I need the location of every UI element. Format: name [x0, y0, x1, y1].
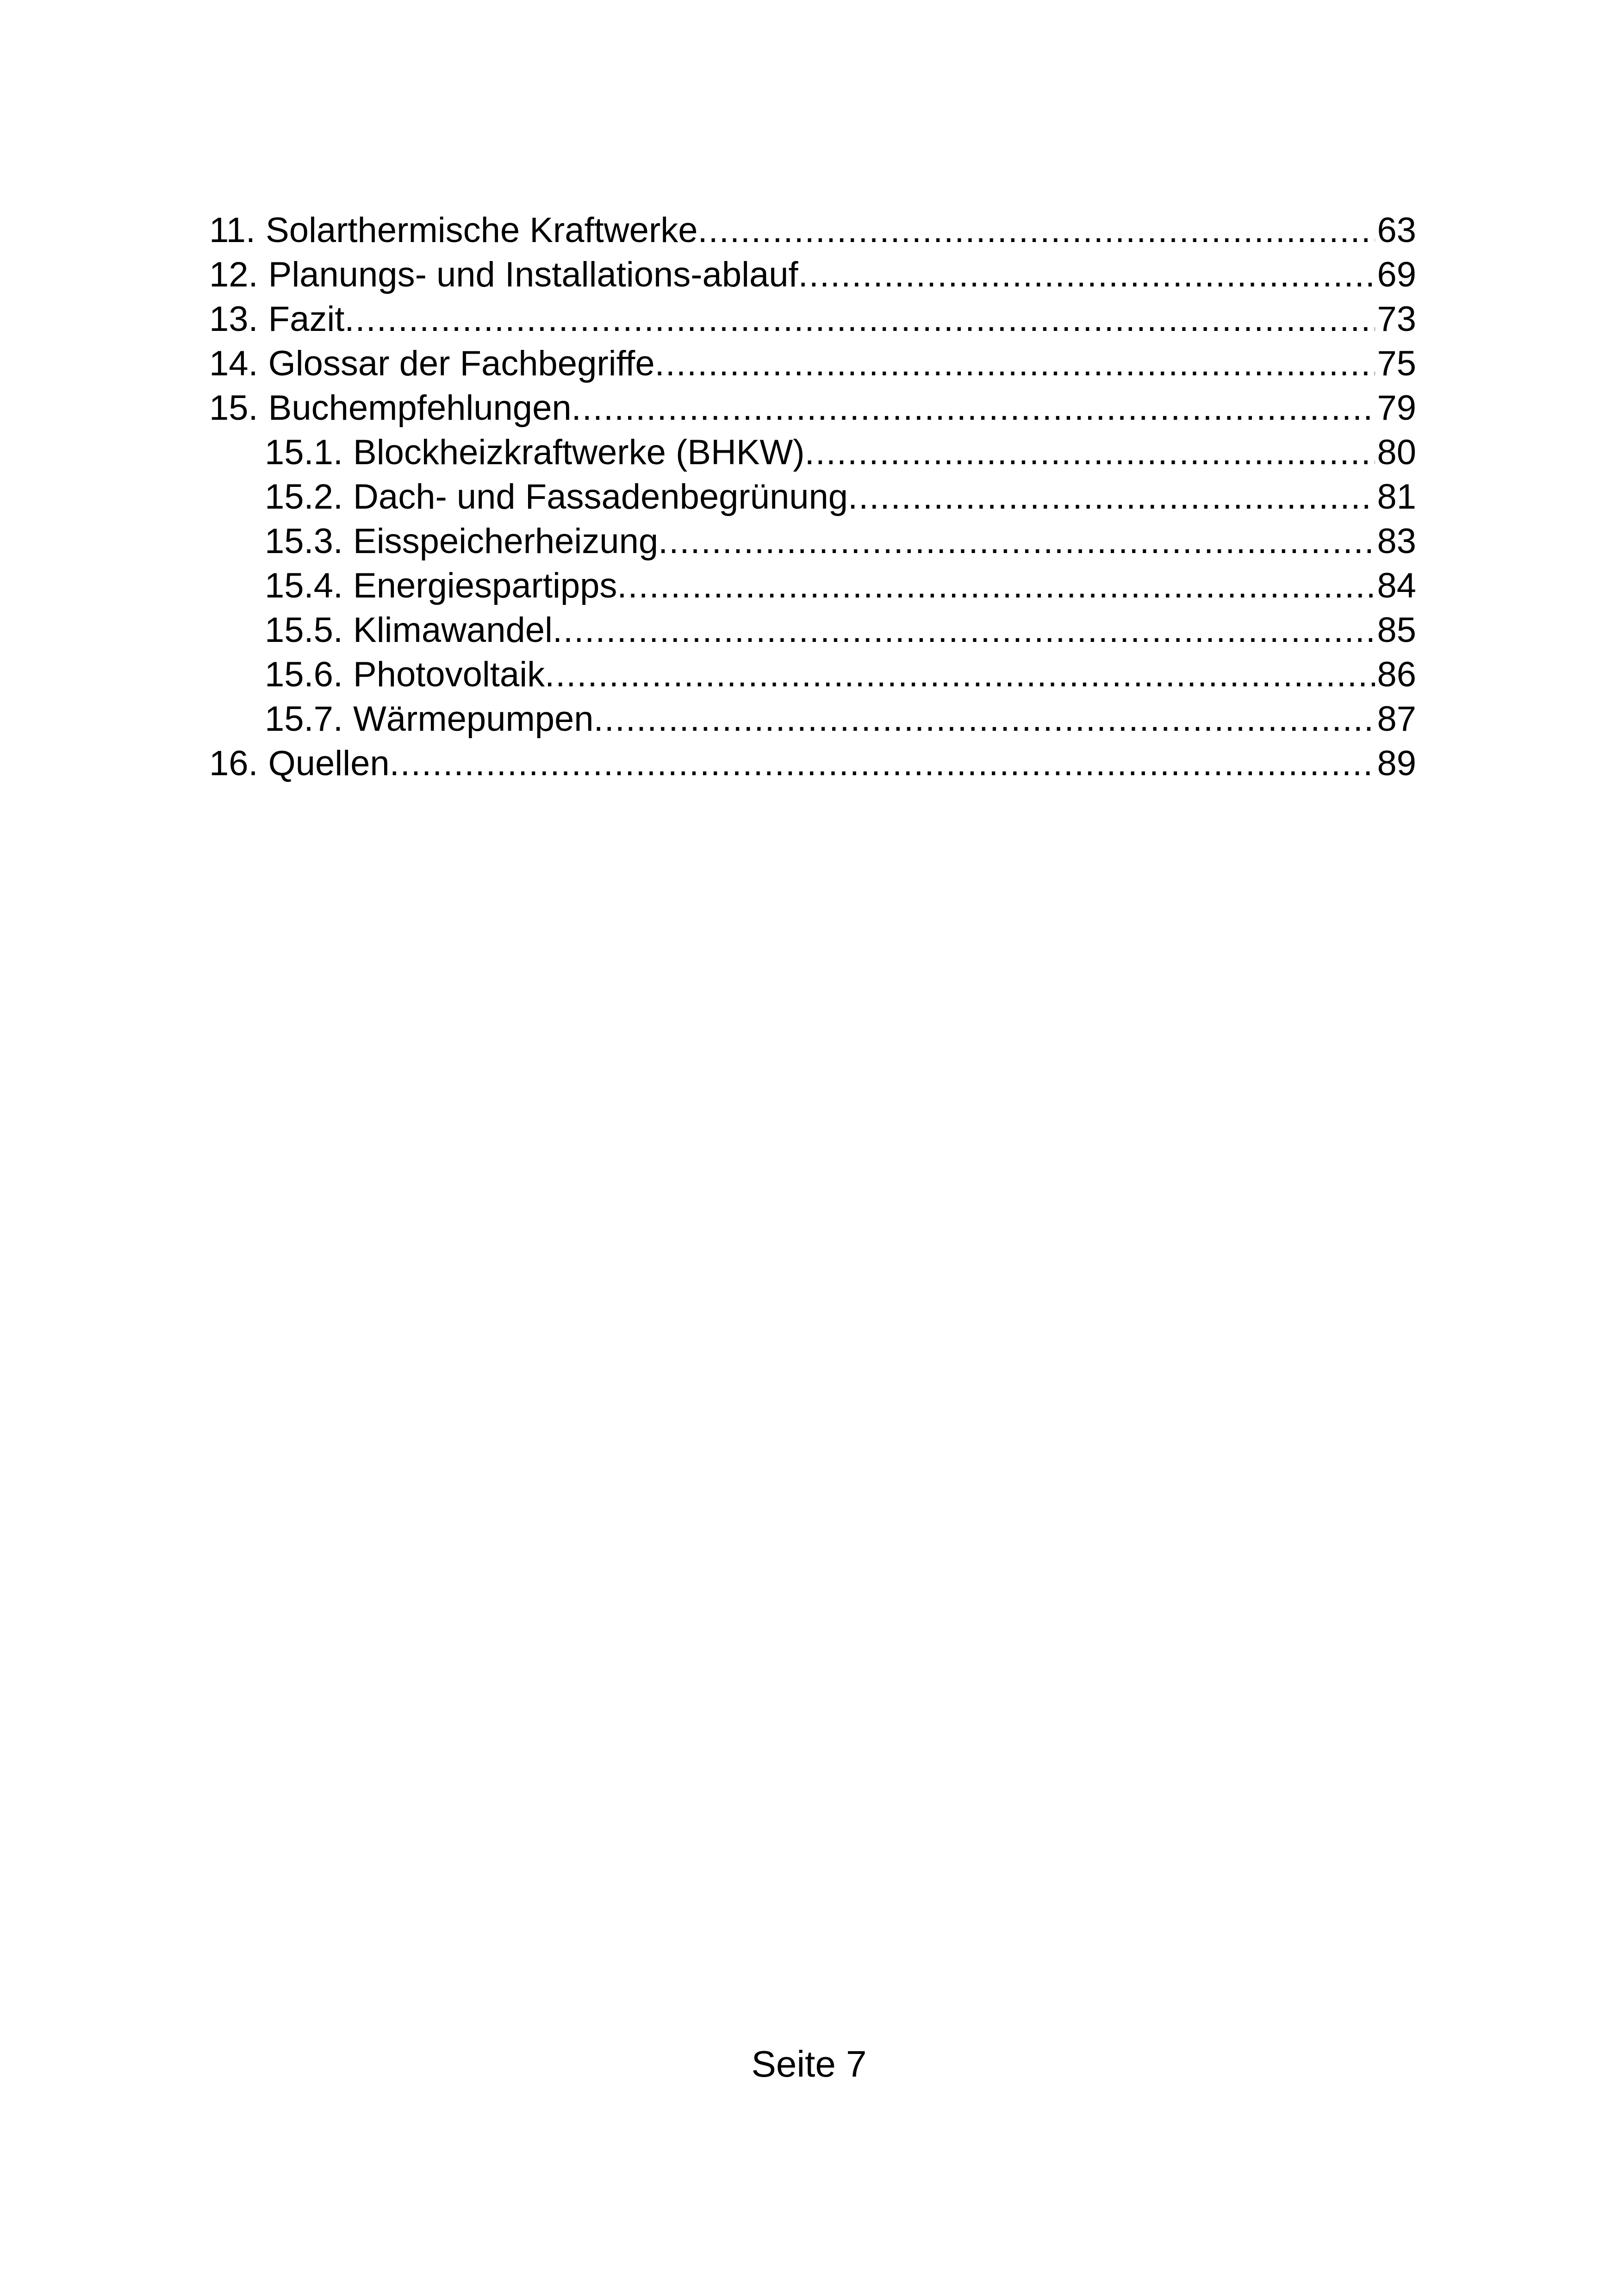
toc-entry-number: 15.1. — [265, 433, 343, 472]
toc-entry-title: Solarthermische Kraftwerke — [266, 211, 698, 250]
toc-entry-title: Eisspeicherheizung — [353, 522, 659, 561]
toc-dot-leader — [553, 608, 1375, 653]
toc-entry-title: Glossar der Fachbegriffe — [268, 344, 655, 383]
toc-entry-number: 13. — [209, 299, 258, 339]
toc-entry-title: Quellen — [268, 744, 390, 783]
toc-entry-number: 15. — [209, 388, 258, 428]
toc-entry-page: 79 — [1377, 388, 1416, 428]
toc-entry-12[interactable] — [209, 253, 1416, 297]
toc-entry-number: 15.2. — [265, 477, 343, 516]
toc-entry-page: 83 — [1377, 522, 1416, 561]
toc-dot-leader — [617, 564, 1375, 608]
toc-dot-leader — [545, 653, 1375, 697]
toc-entry-number: 11. — [209, 211, 256, 250]
toc-entry-15-7[interactable] — [209, 697, 1416, 741]
toc-entry-number: 15.7. — [265, 699, 343, 739]
toc-entry-page: 80 — [1377, 433, 1416, 472]
toc-dot-leader — [697, 208, 1375, 253]
toc-entry-title: Photovoltaik — [353, 655, 545, 694]
toc-entry-title: Planungs- und Installations-ablauf — [268, 255, 798, 294]
toc-entry-number: 16. — [209, 744, 258, 783]
toc-dot-leader — [848, 475, 1375, 519]
toc-dot-leader — [655, 342, 1375, 386]
toc-entry-15-6[interactable] — [209, 653, 1416, 697]
page-number-label: Seite 7 — [751, 2043, 867, 2084]
toc-entry-number: 14. — [209, 344, 258, 383]
toc-dot-leader — [594, 697, 1375, 741]
toc-entry-page: 75 — [1377, 344, 1416, 383]
toc-entry-title: Fazit — [268, 299, 345, 339]
toc-entry-13[interactable] — [209, 297, 1416, 342]
page-footer — [0, 2041, 1618, 2087]
toc-entry-number: 15.4. — [265, 566, 343, 605]
toc-entry-16[interactable] — [209, 741, 1416, 786]
table-of-contents — [209, 208, 1416, 786]
toc-entry-title: Buchempfehlungen — [268, 388, 572, 428]
toc-entry-title: Energiespartipps — [353, 566, 617, 605]
toc-entry-page: 86 — [1377, 655, 1416, 694]
toc-entry-15-1[interactable] — [209, 430, 1416, 475]
toc-entry-15-4[interactable] — [209, 564, 1416, 608]
toc-entry-14[interactable] — [209, 342, 1416, 386]
toc-dot-leader — [658, 519, 1375, 564]
toc-entry-title: Wärmepumpen — [353, 699, 594, 739]
toc-entry-number: 15.6. — [265, 655, 343, 694]
toc-entry-page: 87 — [1377, 699, 1416, 739]
toc-entry-title: Blockheizkraftwerke (BHKW) — [353, 433, 805, 472]
toc-entry-number: 15.5. — [265, 610, 343, 650]
toc-entry-page: 81 — [1377, 477, 1416, 516]
toc-entry-15-2[interactable] — [209, 475, 1416, 519]
toc-entry-page: 73 — [1377, 299, 1416, 339]
toc-entry-page: 89 — [1377, 744, 1416, 783]
toc-entry-page: 84 — [1377, 566, 1416, 605]
toc-dot-leader — [344, 297, 1375, 342]
toc-entry-number: 12. — [209, 255, 258, 294]
toc-dot-leader — [572, 386, 1375, 430]
toc-entry-11[interactable] — [209, 208, 1416, 253]
toc-dot-leader — [390, 741, 1375, 786]
toc-dot-leader — [805, 430, 1375, 475]
toc-entry-title: Klimawandel — [353, 610, 553, 650]
toc-entry-15[interactable] — [209, 386, 1416, 430]
toc-entry-title: Dach- und Fassadenbegrünung — [353, 477, 848, 516]
toc-dot-leader — [798, 253, 1375, 297]
toc-entry-15-5[interactable] — [209, 608, 1416, 653]
toc-entry-15-3[interactable] — [209, 519, 1416, 564]
toc-entry-number: 15.3. — [265, 522, 343, 561]
toc-entry-page: 85 — [1377, 610, 1416, 650]
toc-entry-page: 63 — [1377, 211, 1416, 250]
toc-entry-page: 69 — [1377, 255, 1416, 294]
